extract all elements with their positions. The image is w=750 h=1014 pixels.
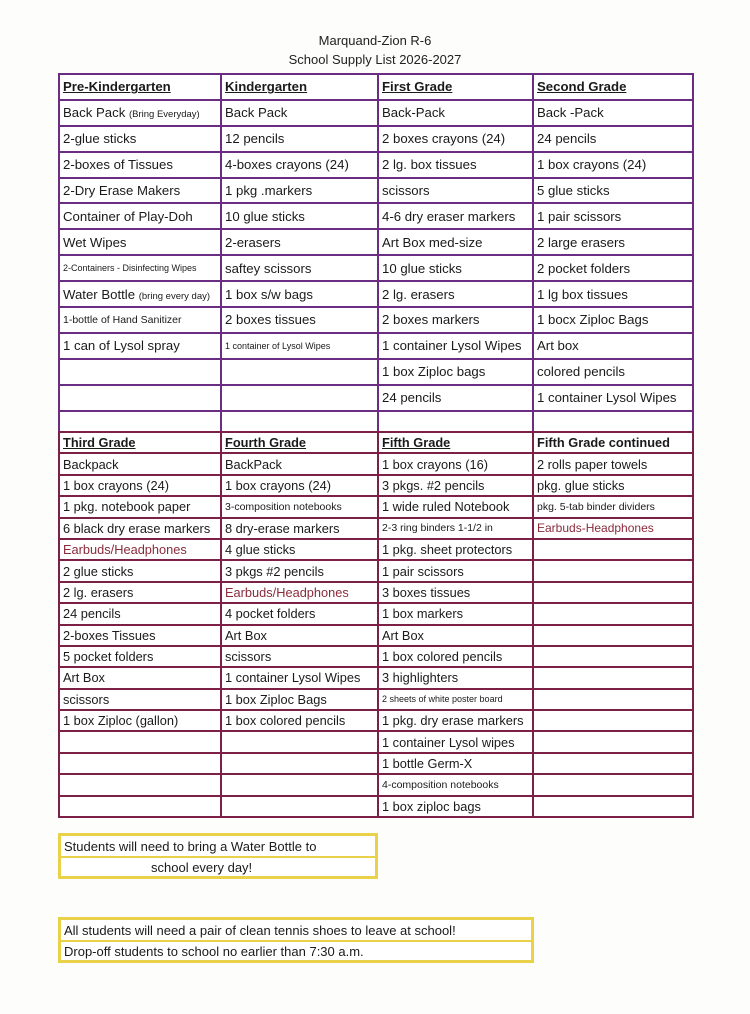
table-cell bbox=[534, 561, 692, 580]
table-cell: 2 glue sticks bbox=[60, 561, 220, 580]
table-cell bbox=[222, 360, 377, 384]
header-fourth-grade: Fourth Grade bbox=[222, 433, 377, 452]
table-cell: 1-bottle of Hand Sanitizer bbox=[60, 308, 220, 332]
header-fifth-grade: Fifth Grade bbox=[379, 433, 532, 452]
table-cell: 1 box colored pencils bbox=[222, 711, 377, 730]
school-name: Marquand-Zion R-6 bbox=[318, 33, 432, 48]
header-pre-kindergarten: Pre-Kindergarten bbox=[60, 75, 220, 99]
table-cell: 1 pkg. sheet protectors bbox=[379, 540, 532, 559]
header-second-grade: Second Grade bbox=[534, 75, 692, 99]
table-cell bbox=[534, 626, 692, 645]
table-cell: 1 box crayons (24) bbox=[534, 153, 692, 177]
table-cell: 1 pkg. notebook paper bbox=[60, 497, 220, 516]
table-cell: 5 pocket folders bbox=[60, 647, 220, 666]
table-cell: 6 black dry erase markers bbox=[60, 519, 220, 538]
table-cell: 1 pair scissors bbox=[534, 204, 692, 228]
table-cell: 1 box Ziploc (gallon) bbox=[60, 711, 220, 730]
table-cell: 1 box s/w bags bbox=[222, 282, 377, 306]
table-cell bbox=[534, 583, 692, 602]
table-cell bbox=[534, 540, 692, 559]
table-cell: 1 box Ziploc bags bbox=[379, 360, 532, 384]
table-cell: 24 pencils bbox=[534, 127, 692, 151]
table-cell bbox=[534, 754, 692, 773]
table-cell: 1 can of Lysol spray bbox=[60, 334, 220, 358]
table-cell bbox=[534, 604, 692, 623]
table-cell: 2-3 ring binders 1-1/2 in bbox=[379, 519, 532, 538]
table-cell: Back-Pack bbox=[379, 101, 532, 125]
table-cell bbox=[60, 101, 220, 125]
table-cell: Earbuds-Headphones bbox=[534, 519, 692, 538]
table-cell: 1 wide ruled Notebook bbox=[379, 497, 532, 516]
table-cell: 1 pair scissors bbox=[379, 561, 532, 580]
table-cell: 24 pencils bbox=[379, 386, 532, 410]
table-cell: Earbuds/Headphones bbox=[60, 540, 220, 559]
table-cell: 2 lg. erasers bbox=[379, 282, 532, 306]
general-notes bbox=[58, 917, 534, 963]
table-cell: BackPack bbox=[222, 454, 377, 473]
table-cell: 2-Dry Erase Makers bbox=[60, 179, 220, 203]
table-cell: 3 highlighters bbox=[379, 668, 532, 687]
table-cell: scissors bbox=[60, 690, 220, 709]
table-cell: Art box bbox=[534, 334, 692, 358]
table-cell: 1 bocx Ziploc Bags bbox=[534, 308, 692, 332]
water-note-line-2: school every day! bbox=[61, 856, 375, 876]
table-cell: 2 large erasers bbox=[534, 230, 692, 254]
table-cell bbox=[60, 360, 220, 384]
table-cell: 2 pocket folders bbox=[534, 256, 692, 280]
water-note-line-1: Students will need to bring a Water Bottle to bbox=[64, 838, 317, 854]
table-cell: 2 sheets of white poster board bbox=[379, 690, 532, 709]
table-cell: 2 boxes tissues bbox=[222, 308, 377, 332]
table-cell: 10 glue sticks bbox=[222, 204, 377, 228]
table-cell: 1 box crayons (24) bbox=[222, 476, 377, 495]
table-cell: 5 glue sticks bbox=[534, 179, 692, 203]
list-title: School Supply List 2026-2027 bbox=[288, 52, 462, 67]
table-cell: 1 box crayons (24) bbox=[60, 476, 220, 495]
table-cell: 4 pocket folders bbox=[222, 604, 377, 623]
table-cell bbox=[222, 797, 377, 816]
table-cell: 3 pkgs. #2 pencils bbox=[379, 476, 532, 495]
table-cell bbox=[222, 754, 377, 773]
table-cell: 2 boxes markers bbox=[379, 308, 532, 332]
table-cell: 2 boxes crayons (24) bbox=[379, 127, 532, 151]
dropoff-note: Drop-off students to school no earlier than 7:30 a.m. bbox=[61, 940, 531, 960]
table-cell: Back Pack bbox=[222, 101, 377, 125]
table-cell: Art Box bbox=[379, 626, 532, 645]
table-cell: 2-glue sticks bbox=[60, 127, 220, 151]
water-bottle-note bbox=[58, 833, 378, 879]
table-cell: 2-boxes Tissues bbox=[60, 626, 220, 645]
table-cell bbox=[534, 732, 692, 751]
table-cell: Back -Pack bbox=[534, 101, 692, 125]
table-cell: 1 box Ziploc Bags bbox=[222, 690, 377, 709]
table-cell: saftey scissors bbox=[222, 256, 377, 280]
supply-table-upper-grades bbox=[58, 431, 694, 818]
table-cell: 8 dry-erase markers bbox=[222, 519, 377, 538]
table-cell: 4-boxes crayons (24) bbox=[222, 153, 377, 177]
table-cell: 4 glue sticks bbox=[222, 540, 377, 559]
table-cell bbox=[60, 282, 220, 306]
table-cell: 2-erasers bbox=[222, 230, 377, 254]
table-cell bbox=[534, 690, 692, 709]
annotation-text: (Bring Everyday) bbox=[128, 109, 200, 121]
table-cell: 4-composition notebooks bbox=[379, 775, 532, 794]
table-cell: 2-boxes of Tissues bbox=[60, 153, 220, 177]
table-cell: 3 boxes tissues bbox=[379, 583, 532, 602]
table-cell bbox=[222, 732, 377, 751]
table-cell: 1 box markers bbox=[379, 604, 532, 623]
table-cell: 1 pkg .markers bbox=[222, 179, 377, 203]
table-cell bbox=[534, 647, 692, 666]
table-cell: 1 box colored pencils bbox=[379, 647, 532, 666]
table-cell bbox=[534, 668, 692, 687]
table-cell bbox=[534, 797, 692, 816]
table-cell: Earbuds/Headphones bbox=[222, 583, 377, 602]
header-third-grade: Third Grade bbox=[60, 433, 220, 452]
table-cell: scissors bbox=[222, 647, 377, 666]
table-cell bbox=[222, 386, 377, 410]
table-cell: Art Box bbox=[222, 626, 377, 645]
table-cell: 1 container Lysol Wipes bbox=[534, 386, 692, 410]
table-cell: Art Box med-size bbox=[379, 230, 532, 254]
pre-k-water-bottle-text: Water Bottle (bring every day) bbox=[63, 286, 211, 302]
table-cell bbox=[60, 754, 220, 773]
table-cell: 2 lg. erasers bbox=[60, 583, 220, 602]
table-cell: 4-6 dry eraser markers bbox=[379, 204, 532, 228]
table-cell bbox=[60, 797, 220, 816]
pre-k-backpack-text: Back Pack (Bring Everyday) bbox=[63, 105, 200, 121]
table-cell bbox=[222, 775, 377, 794]
table-cell: 1 container Lysol wipes bbox=[379, 732, 532, 751]
table-cell: 10 glue sticks bbox=[379, 256, 532, 280]
supply-table-lower-grades bbox=[58, 73, 694, 437]
table-cell bbox=[60, 386, 220, 410]
header-kindergarten: Kindergarten bbox=[222, 75, 377, 99]
table-cell: 1 bottle Germ-X bbox=[379, 754, 532, 773]
table-cell: Backpack bbox=[60, 454, 220, 473]
table-cell: 1 box ziploc bags bbox=[379, 797, 532, 816]
table-cell: 1 box crayons (16) bbox=[379, 454, 532, 473]
header-first-grade: First Grade bbox=[379, 75, 532, 99]
table-cell: 1 container of Lysol Wipes bbox=[222, 334, 377, 358]
table-cell: 3-composition notebooks bbox=[222, 497, 377, 516]
table-cell: Art Box bbox=[60, 668, 220, 687]
table-cell bbox=[534, 775, 692, 794]
table-cell: 3 pkgs #2 pencils bbox=[222, 561, 377, 580]
table-cell bbox=[60, 732, 220, 751]
table-cell: 1 container Lysol Wipes bbox=[222, 668, 377, 687]
header-fifth-grade-continued: Fifth Grade continued bbox=[534, 433, 692, 452]
table-cell: 1 lg box tissues bbox=[534, 282, 692, 306]
table-cell bbox=[534, 711, 692, 730]
table-cell: 2 rolls paper towels bbox=[534, 454, 692, 473]
table-cell: Container of Play-Doh bbox=[60, 204, 220, 228]
table-cell: pkg. 5-tab binder dividers bbox=[534, 497, 692, 516]
tennis-shoes-note: All students will need a pair of clean tennis shoes to leave at school! bbox=[64, 922, 456, 938]
table-cell: 2 lg. box tissues bbox=[379, 153, 532, 177]
table-cell: 1 container Lysol Wipes bbox=[379, 334, 532, 358]
table-cell: colored pencils bbox=[534, 360, 692, 384]
table-cell: 1 pkg. dry erase markers bbox=[379, 711, 532, 730]
table-cell bbox=[60, 775, 220, 794]
annotation-text: (bring every day) bbox=[138, 290, 211, 302]
table-cell: 24 pencils bbox=[60, 604, 220, 623]
table-cell: 12 pencils bbox=[222, 127, 377, 151]
table-cell: pkg. glue sticks bbox=[534, 476, 692, 495]
table-cell: scissors bbox=[379, 179, 532, 203]
table-cell: Wet Wipes bbox=[60, 230, 220, 254]
table-cell: 2-Containers - Disinfecting Wipes bbox=[60, 256, 220, 280]
